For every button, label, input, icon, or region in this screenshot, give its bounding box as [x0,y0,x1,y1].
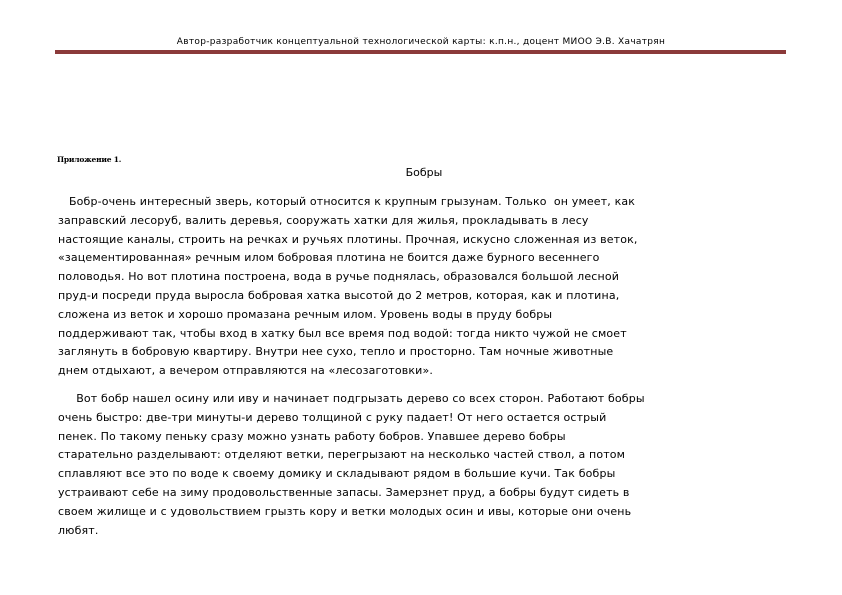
appendix-label: Приложение 1. [57,155,122,164]
paragraph-line: любят. [58,523,99,537]
paragraph-2 [58,390,786,540]
paragraph-line: «зацементированная» речным илом бобровая плотина не боится даже бурного весеннего [58,251,600,265]
paragraph-line: заправский лесоруб, валить деревья, сооружать хатки для жилья, прокладывать в лесу [58,213,589,227]
paragraph-1 [58,193,786,381]
header-divider [55,50,786,54]
paragraph-line: своем жилище и с удовольствием грызть кору и ветки молодых осин и ивы, которые они очень [58,504,632,518]
paragraph-line: пенек. По такому пеньку сразу можно узнать работу бобров. Упавшее дерево бобры [58,429,566,443]
paragraph-line: очень быстро: две-три минуты-и дерево толщиной с руку падает! От него остается острый [58,410,607,424]
paragraph-line: настоящие каналы, строить на речках и ручьях плотины. Прочная, искусно сложенная из веток, [58,232,638,246]
paragraph-line: пруд-и посреди пруда выросла бобровая хатка высотой до 2 метров, которая, как и плотина, [58,288,620,302]
header-author-line: Автор-разработчик концептуальной технологической карты: к.п.н., доцент МИОО Э.В. Хачатрян [176,37,666,47]
document-title: Бобры [405,166,443,179]
paragraph-line: сложена из веток и хорошо промазана речным илом. Уровень воды в пруду бобры [58,307,553,321]
paragraph-line: сплавляют все это по воде к своему домику и складывают рядом в большие кучи. Так бобры [58,467,616,481]
paragraph-line: Бобр-очень интересный зверь, который относится к крупным грызунам. Только он умеет, как [58,195,636,208]
paragraph-line: днем отдыхают, а вечером отправляются на «лесозаготовки». [58,364,433,378]
paragraph-line: старательно разделывают: отделяют ветки, перегрызают на несколько частей ствол, а потом [58,448,626,462]
paragraph-line: Вот бобр нашел осину или иву и начинает подгрызать дерево со всех сторон. Работают бобры [58,392,645,405]
paragraph-line: устраивают себе на зиму продовольственные запасы. Замерзнет пруд, а бобры будут сидеть в [58,485,630,499]
paragraph-line: заглянуть в бобровую квартиру. Внутри нее сухо, тепло и просторно. Там ночные животные [58,345,614,359]
paragraph-line: поддерживают так, чтобы вход в хатку был все время под водой: тогда никто чужой не смоет [58,326,627,340]
paragraph-line: половодья. Но вот плотина построена, вода в ручье поднялась, образовался большой лесной [58,270,620,284]
